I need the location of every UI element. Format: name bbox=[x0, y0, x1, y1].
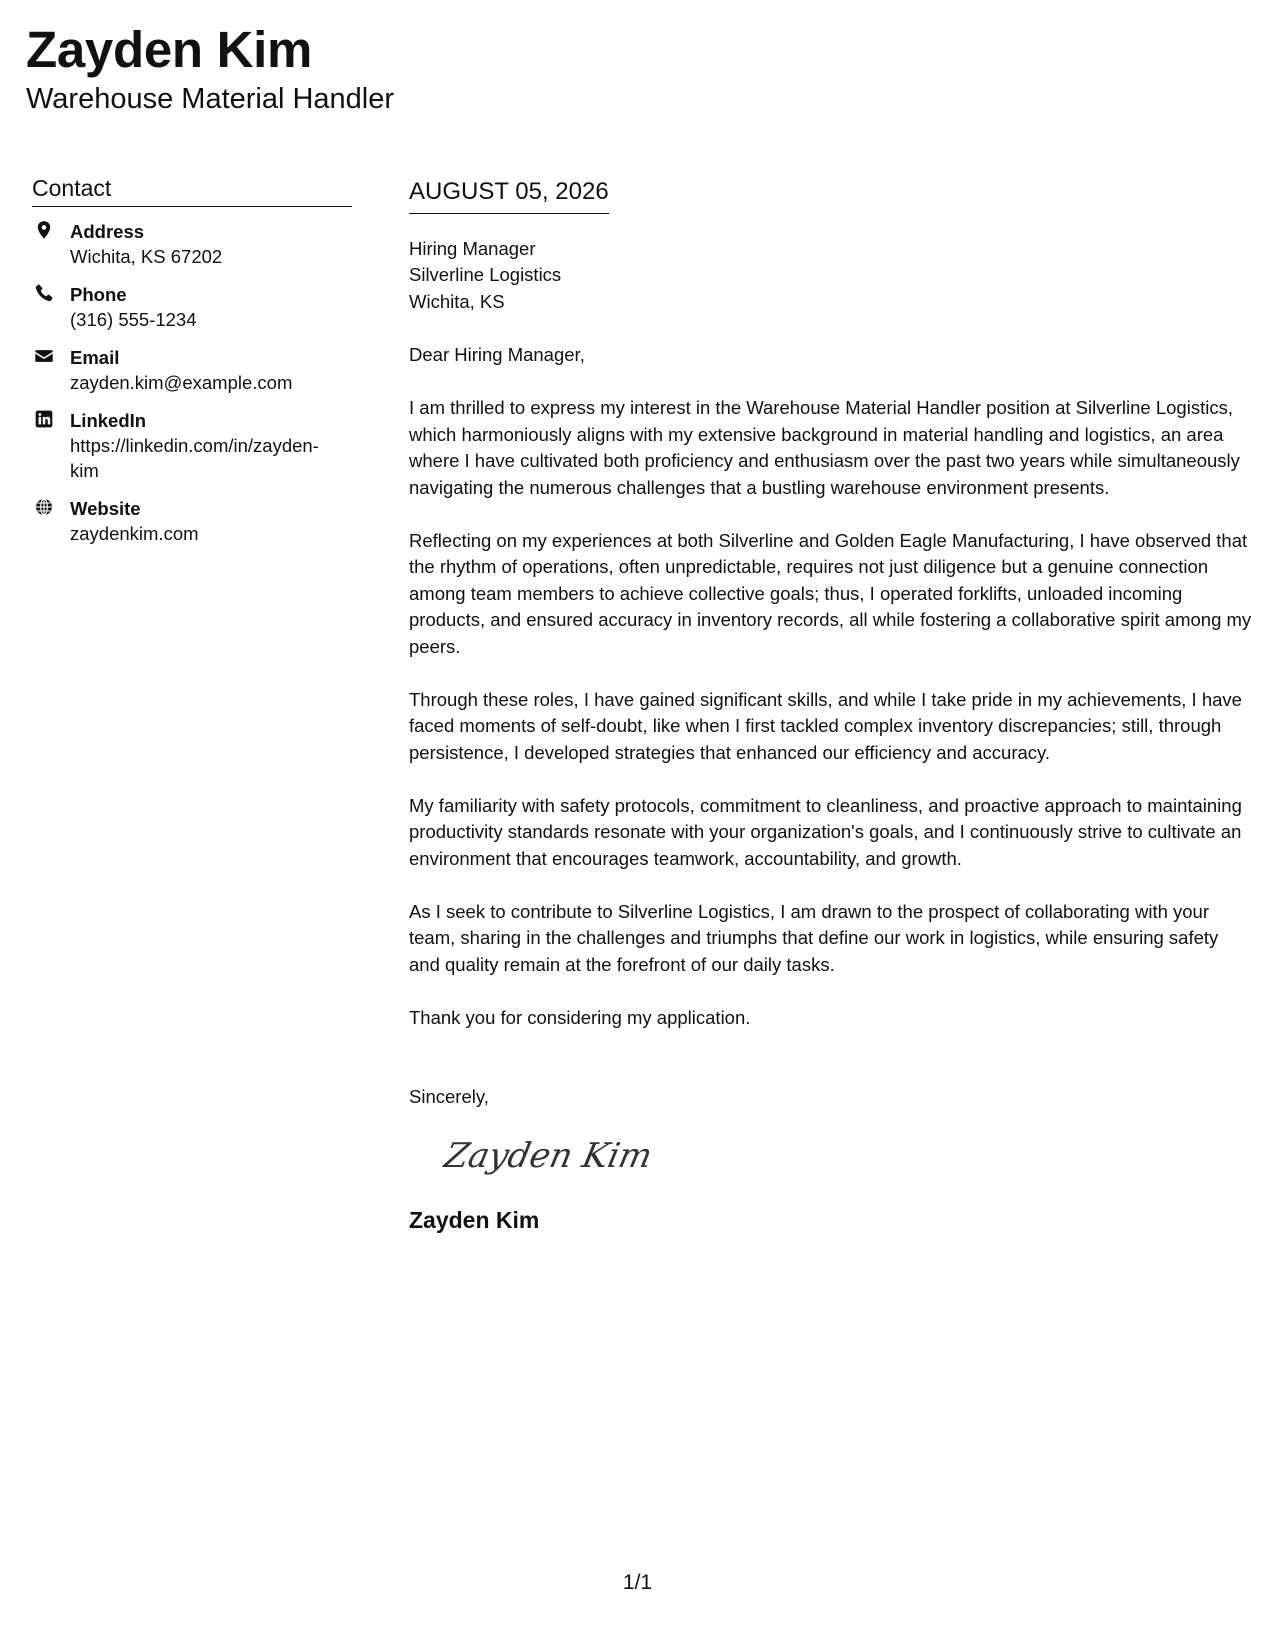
globe-icon bbox=[34, 497, 56, 519]
letter-paragraph: I am thrilled to express my interest in the Warehouse Material Handler position at Silverline Logistics, which harmoniously aligns with my extensive background in material handling and logistics, an area where I have cultivated both proficiency and enthusiasm over the past two years while simultaneously navigating the numerous challenges that a bustling warehouse environment presents. bbox=[409, 397, 1240, 498]
recipient-title: Hiring Manager bbox=[409, 237, 536, 259]
handwritten-signature bbox=[439, 1129, 649, 1184]
letter-paragraph: As I seek to contribute to Silverline Logistics, I am drawn to the prospect of collaborating with your team, sharing in the challenges and triumphs that define our work in logistics, while ensuring safety and quality remain at the forefront of our daily tasks. bbox=[409, 900, 1219, 975]
email-value[interactable]: zayden.kim@example.com bbox=[70, 371, 293, 393]
contact-label: LinkedIn bbox=[70, 409, 147, 431]
recipient-location: Wichita, KS bbox=[409, 290, 505, 312]
letter-paragraph: My familiarity with safety protocols, commitment to cleanliness, and proactive approach to maintaining productivity standards resonate with your organization's goals, and I continuously strive to cultivate an environment that encourages teamwork, accountability, and growth. bbox=[409, 794, 1242, 869]
contact-item-address bbox=[32, 219, 352, 269]
page-indicator: 1/1 bbox=[622, 1571, 653, 1594]
contact-item-phone bbox=[32, 282, 352, 332]
recipient-company: Silverline Logistics bbox=[409, 264, 562, 286]
applicant-name: Zayden Kim bbox=[26, 21, 313, 78]
website-value[interactable]: zaydenkim.com bbox=[70, 522, 199, 544]
recipient-block bbox=[409, 236, 1254, 316]
letter-paragraph: Thank you for considering my application. bbox=[409, 1006, 751, 1028]
linkedin-value[interactable]: https://linkedin.com/in/zayden-kim bbox=[70, 434, 319, 481]
contact-label: Email bbox=[70, 346, 120, 368]
letter-paragraph: Reflecting on my experiences at both Silverline and Golden Eagle Manufacturing, I have observed that the rhythm of operations, often unpredictable, requires not just diligence but a genuine connection among team members to achieve collective goals; thus, I operated forklifts, unloaded incoming products, and ensured accuracy in inventory records, all while fostering a collaborative spirit among my peers. bbox=[409, 529, 1252, 657]
closing: Sincerely, bbox=[409, 1086, 489, 1108]
contact-label: Address bbox=[70, 220, 145, 242]
letter-body bbox=[409, 178, 1254, 1234]
salutation: Dear Hiring Manager, bbox=[409, 344, 585, 366]
signature-text: Zayden Kim bbox=[441, 1136, 649, 1176]
map-pin-icon bbox=[34, 220, 56, 242]
linkedin-icon bbox=[34, 409, 56, 431]
contact-item-email bbox=[32, 345, 352, 395]
letter-date: AUGUST 05, 2026 bbox=[409, 178, 609, 214]
applicant-role: Warehouse Material Handler bbox=[26, 83, 395, 115]
contact-label: Website bbox=[70, 497, 141, 519]
contact-sidebar bbox=[32, 175, 352, 559]
phone-icon bbox=[34, 283, 56, 305]
phone-value: (316) 555-1234 bbox=[70, 308, 197, 330]
contact-label: Phone bbox=[70, 283, 127, 305]
letter-paragraph: Through these roles, I have gained significant skills, and while I take pride in my achievements, I have faced moments of self-doubt, like when I first tackled complex inventory discrepancies; still, through persistence, I developed strategies that enhanced our efficiency and accuracy. bbox=[409, 688, 1242, 763]
contact-item-linkedin bbox=[32, 408, 352, 483]
envelope-icon bbox=[34, 346, 56, 368]
address-value: Wichita, KS 67202 bbox=[70, 245, 223, 267]
contact-heading: Contact bbox=[32, 175, 352, 207]
contact-item-website bbox=[32, 496, 352, 546]
signer-name: Zayden Kim bbox=[409, 1206, 540, 1233]
